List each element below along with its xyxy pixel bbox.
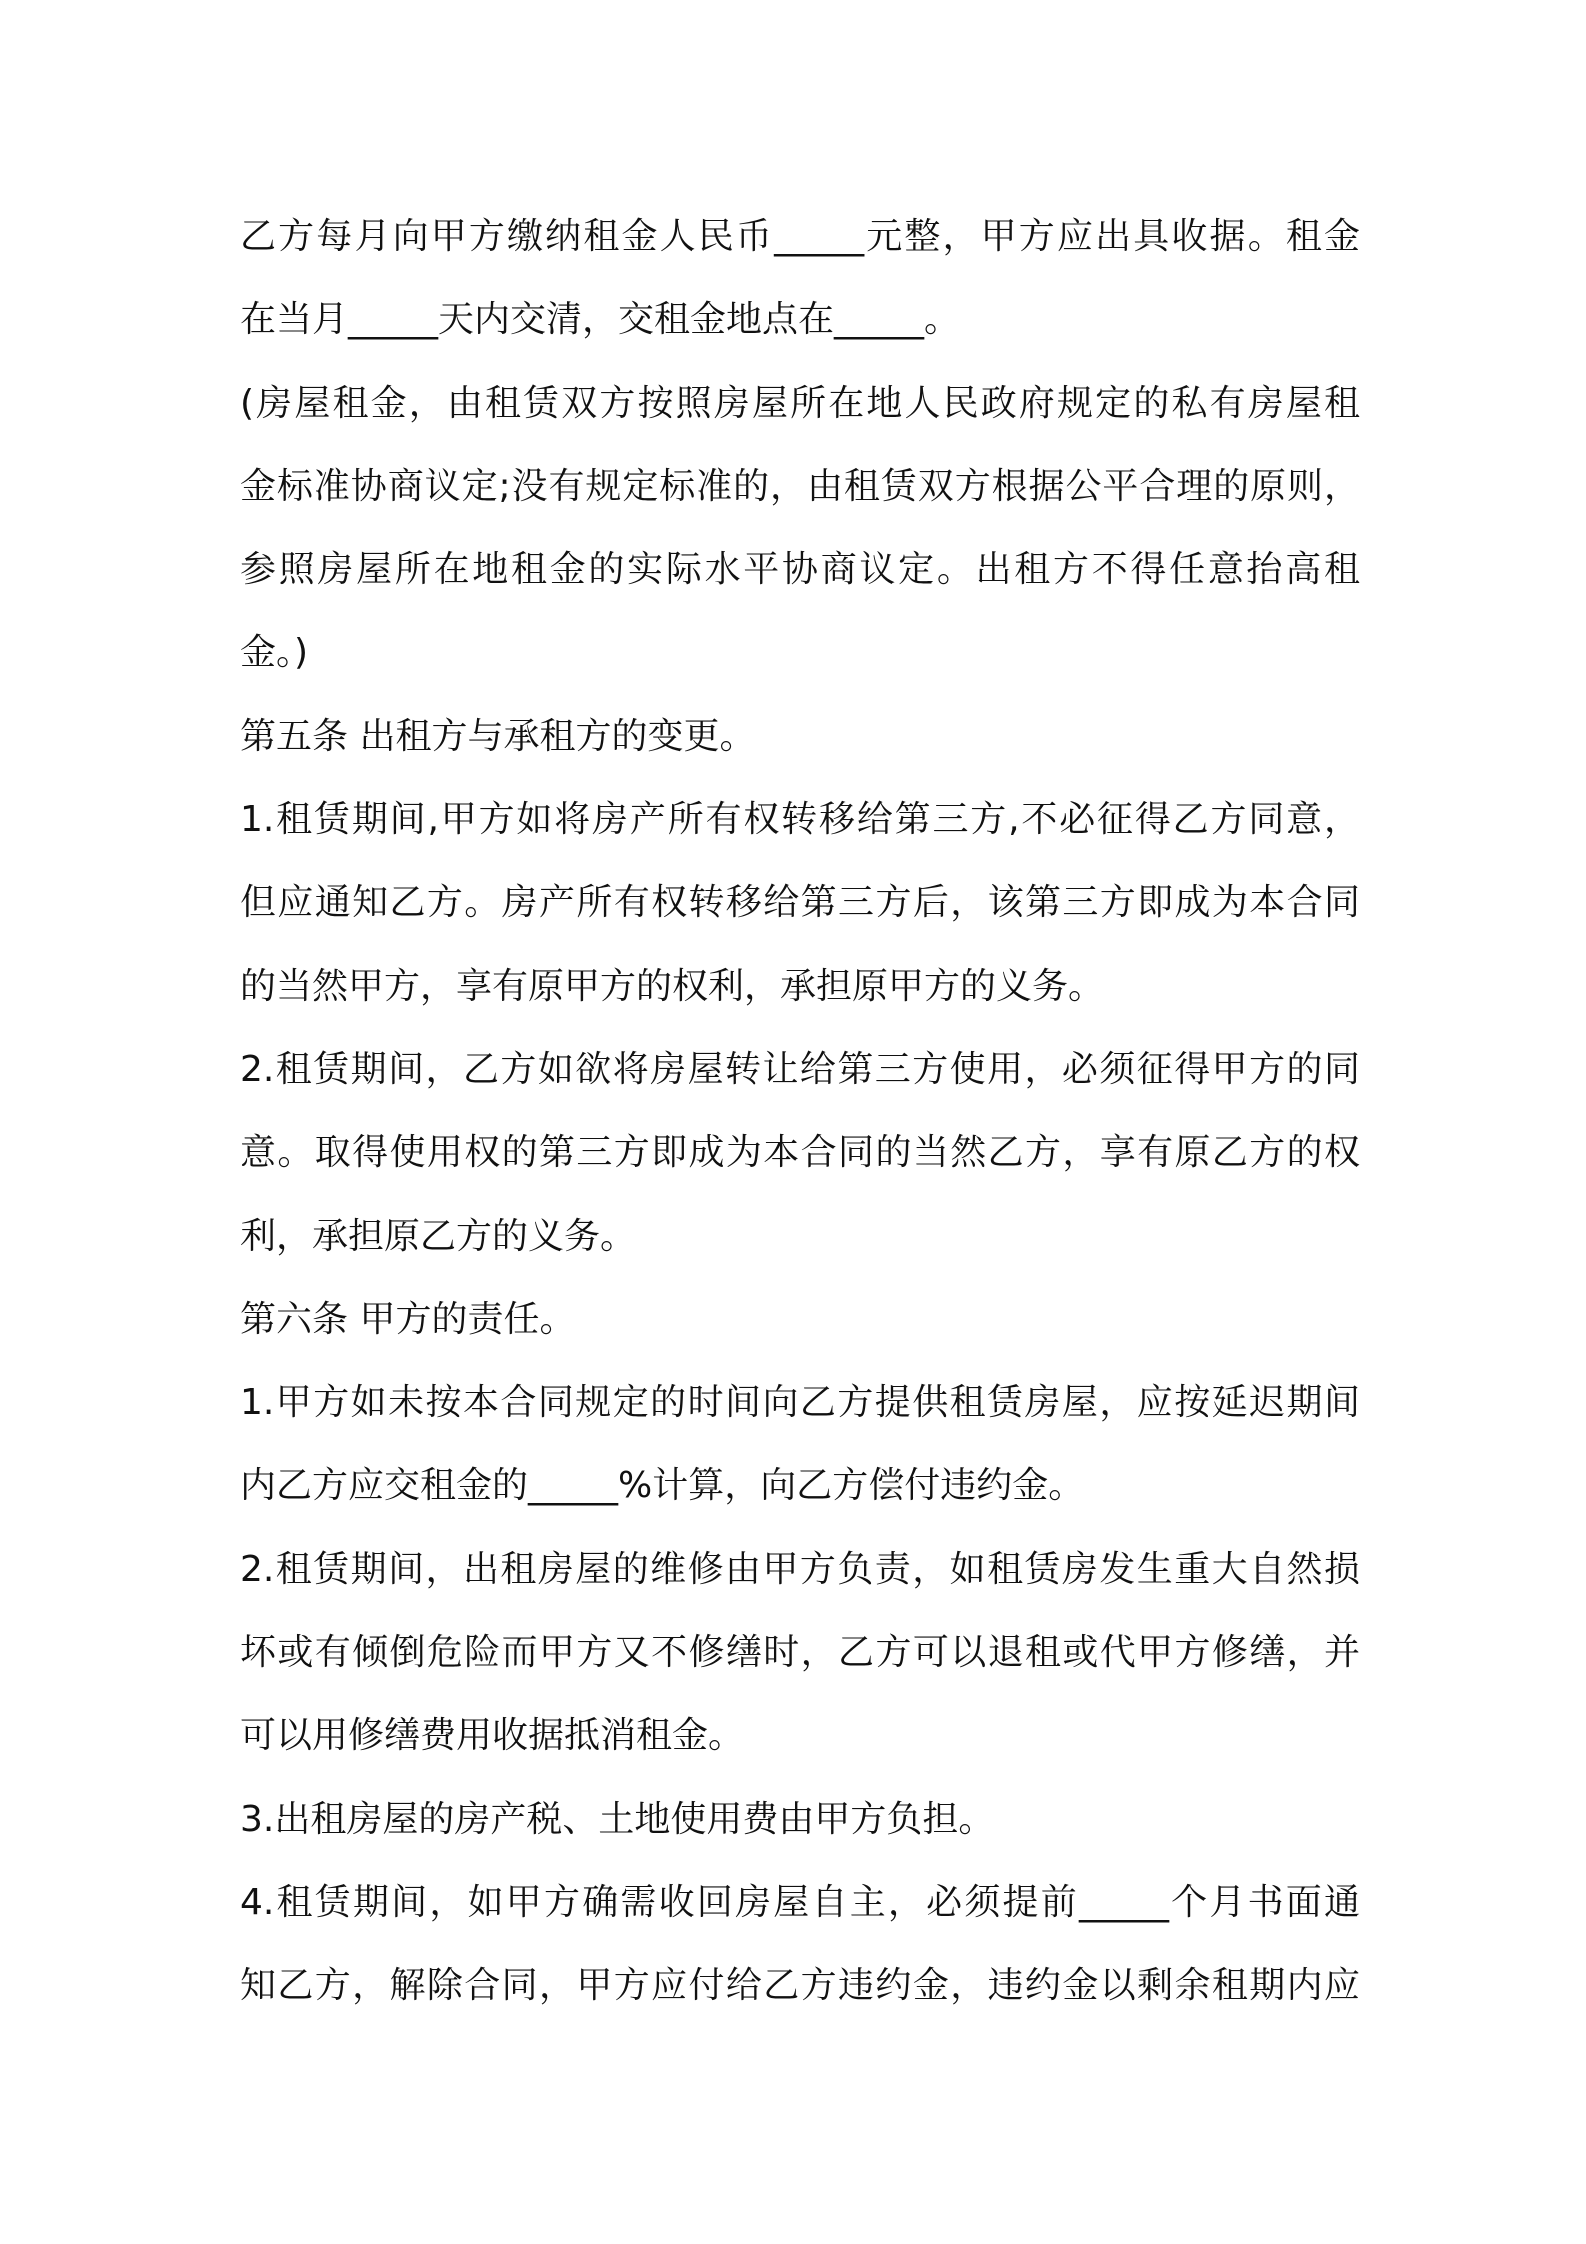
article-5-clause-1-line-3: 的当然甲方，享有原甲方的权利，承担原甲方的义务。 bbox=[240, 965, 1105, 1007]
article-6-clause-2-line-2: 坏或有倾倒危险而甲方又不修缮时，乙方可以退租或代甲方修缮，并 bbox=[240, 1632, 1360, 1674]
article-6-clause-4-line-2: 知乙方，解除合同，甲方应付给乙方违约金，违约金以剩余租期内应 bbox=[240, 1965, 1360, 2007]
rent-note-line-3: 参照房屋所在地租金的实际水平协商议定。出租方不得任意抬高租 bbox=[240, 549, 1360, 591]
rent-note-line-1: (房屋租金，由租赁双方按照房屋所在地人民政府规定的私有房屋租 bbox=[240, 382, 1360, 424]
article-6-clause-1-line-2: 内乙方应交租金的_____%计算，向乙方偿付违约金。 bbox=[240, 1465, 1085, 1507]
article-5-clause-2-line-1: 2.租赁期间，乙方如欲将房屋转让给第三方使用，必须征得甲方的同 bbox=[240, 1048, 1360, 1090]
article-5-clause-2-line-3: 利，承担原乙方的义务。 bbox=[240, 1215, 637, 1257]
rent-payment-line-2: 在当月_____天内交清，交租金地点在_____。 bbox=[240, 299, 961, 341]
rent-note-line-2: 金标准协商议定;没有规定标准的，由租赁双方根据公平合理的原则， bbox=[240, 465, 1360, 507]
article-5-heading: 第五条 出租方与承租方的变更。 bbox=[240, 715, 756, 757]
rent-note-line-4: 金。) bbox=[240, 632, 309, 674]
article-6-clause-4-line-1: 4.租赁期间，如甲方确需收回房屋自主，必须提前_____个月书面通 bbox=[240, 1881, 1360, 1923]
article-5-clause-1-line-1: 1.租赁期间,甲方如将房产所有权转移给第三方,不必征得乙方同意， bbox=[240, 799, 1360, 841]
article-6-clause-3-line-1: 3.出租房屋的房产税、土地使用费由甲方负担。 bbox=[240, 1798, 995, 1840]
rent-payment-line-1: 乙方每月向甲方缴纳租金人民币_____元整，甲方应出具收据。租金 bbox=[240, 216, 1360, 257]
article-6-clause-2-line-1: 2.租赁期间，出租房屋的维修由甲方负责，如租赁房发生重大自然损 bbox=[240, 1548, 1360, 1590]
article-6-clause-2-line-3: 可以用修缮费用收据抵消租金。 bbox=[240, 1715, 745, 1757]
article-6-clause-1-line-1: 1.甲方如未按本合同规定的时间向乙方提供租赁房屋，应按延迟期间 bbox=[240, 1382, 1360, 1424]
article-5-clause-2-line-2: 意。取得使用权的第三方即成为本合同的当然乙方，享有原乙方的权 bbox=[240, 1132, 1360, 1174]
article-5-clause-1-line-2: 但应通知乙方。房产所有权转移给第三方后，该第三方即成为本合同 bbox=[240, 882, 1360, 924]
document-body bbox=[240, 195, 1360, 2028]
article-6-heading: 第六条 甲方的责任。 bbox=[240, 1298, 576, 1340]
